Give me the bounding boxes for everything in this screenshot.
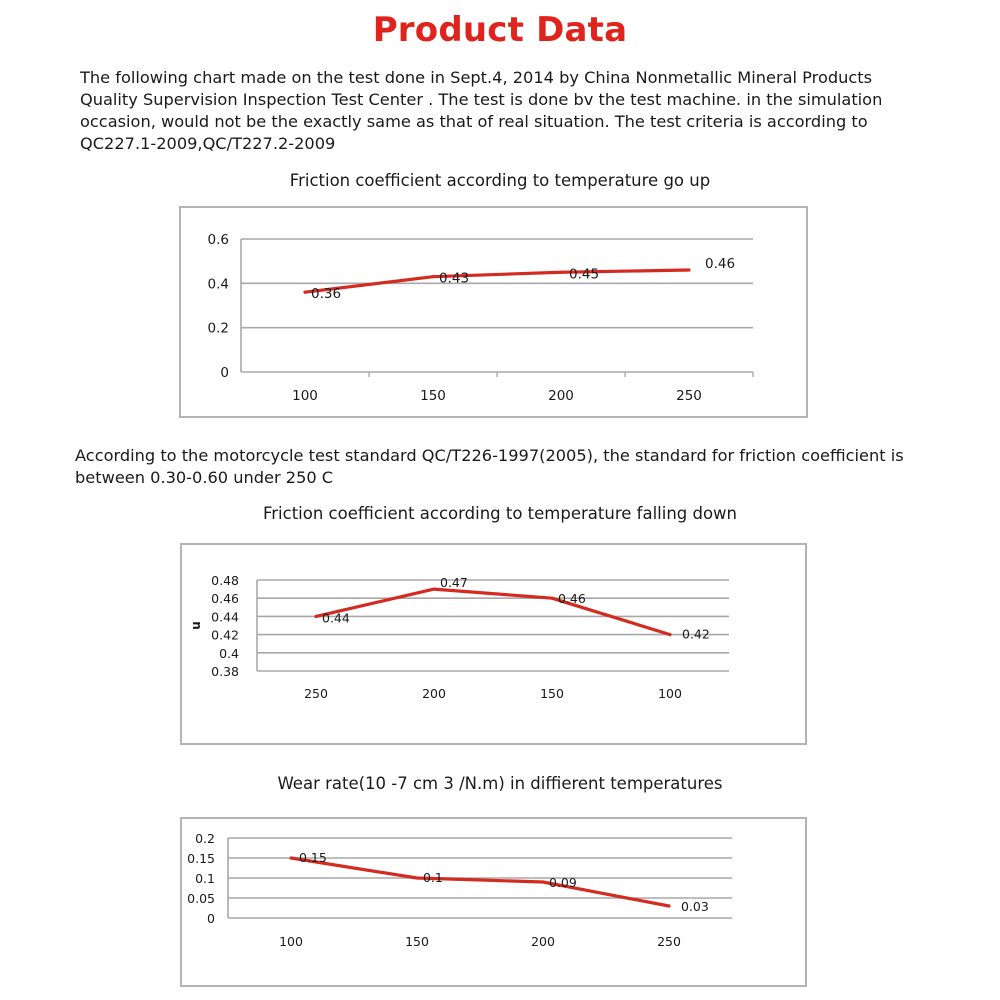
chart-2-y-tick-label: 0.44	[211, 609, 239, 625]
chart-2-y-tick-label: 0.42	[211, 627, 239, 643]
chart-1-data-point	[304, 291, 307, 294]
chart-2-y-tick-label: 0.38	[211, 664, 239, 679]
chart-3-data-point	[668, 905, 671, 908]
chart-1-x-tick-label: 250	[676, 388, 702, 404]
chart-3-y-tick-label: 0	[207, 911, 215, 926]
chart-1-plot	[181, 208, 806, 416]
chart-3-data-label: 0.1	[423, 870, 443, 885]
chart-1-data-point	[432, 275, 435, 278]
chart-3-x-tick-label: 150	[405, 934, 429, 949]
chart-1-data-label: 0.46	[705, 256, 736, 273]
chart-2-x-tick-label: 250	[304, 686, 328, 701]
chart-1-series-line	[305, 270, 689, 292]
chart-2-title: Friction coefficient according to temperature falling down	[262, 504, 738, 523]
chart-2-series-line	[316, 589, 670, 635]
chart-3-data-point	[290, 857, 293, 860]
chart-1-data-point	[688, 269, 691, 272]
chart-3-x-tick-label: 100	[279, 934, 303, 949]
chart-2-x-tick-label: 200	[422, 686, 446, 701]
chart-3-x-tick-label: 250	[657, 934, 681, 949]
chart-2-data-label: 0.46	[558, 591, 586, 607]
chart-2-data-point	[433, 588, 436, 591]
chart-2-y-tick-label: 0.46	[211, 591, 239, 607]
chart-3-x-tick-label: 200	[531, 934, 555, 949]
chart-2-x-tick-label: 100	[658, 686, 682, 701]
chart-2-plot	[182, 545, 805, 743]
chart-1-x-tick-label: 200	[548, 388, 574, 404]
chart-2-data-point	[669, 633, 672, 636]
chart-2-data-label: 0.42	[682, 626, 710, 642]
chart-1-y-tick-label: 0	[220, 365, 229, 381]
chart-3-data-point	[416, 877, 419, 880]
chart-2-data-point	[315, 615, 318, 618]
chart-2-y-tick-label: 0.48	[211, 573, 239, 588]
chart-3-data-point	[542, 881, 545, 884]
chart-1-y-tick-label: 0.2	[207, 320, 229, 337]
chart-1-frame	[179, 206, 808, 418]
chart-1-y-tick-label: 0.4	[207, 276, 229, 293]
chart-1-data-label: 0.45	[569, 266, 600, 283]
chart-1-y-tick-label: 0.6	[207, 232, 229, 248]
chart-1-title: Friction coefficient according to temperature go up	[289, 171, 711, 190]
chart-3-data-label: 0.09	[549, 875, 577, 890]
chart-2-data-label: 0.44	[322, 610, 350, 626]
chart-2-y-axis-label: u	[189, 621, 203, 630]
chart-2-data-label: 0.47	[440, 575, 468, 591]
chart-2-data-point	[551, 597, 554, 600]
chart-3-y-tick-label: 0.15	[187, 851, 215, 866]
chart-1-data-label: 0.43	[439, 270, 470, 287]
chart-1-x-tick-label: 100	[292, 388, 318, 404]
chart-1-data-label: 0.36	[311, 286, 342, 303]
chart-2-frame	[180, 543, 807, 745]
chart-3-frame	[180, 817, 807, 987]
chart-3-data-label: 0.15	[299, 850, 327, 865]
chart-1-x-tick-label: 150	[420, 388, 446, 404]
page-title: Product Data	[372, 10, 628, 50]
standard-paragraph: According to the motorcycle test standard QC/T226-1997(2005), the standard for friction coefficient is between 0.30-0.60 under 250 C	[75, 446, 904, 487]
intro-paragraph: The following chart made on the test done in Sept.4, 2014 by China Nonmetallic Mineral Products Quality Supervision Inspection Test Center . The test is done bv the test machine. in the simulation occasion, would not be the exactly same as that of real situation. The test criteria is according to QC227.1-2009,QC/T227.2-2009	[80, 68, 883, 153]
chart-3-plot	[182, 819, 805, 985]
chart-3-data-label: 0.03	[681, 899, 709, 914]
chart-2-x-tick-label: 150	[540, 686, 564, 701]
chart-3-title: Wear rate(10 -7 cm 3 /N.m) in diffierent temperatures	[277, 774, 723, 793]
chart-3-y-tick-label: 0.2	[195, 831, 215, 846]
chart-3-y-tick-label: 0.05	[187, 891, 215, 906]
chart-2-y-tick-label: 0.4	[219, 645, 239, 661]
chart-3-y-tick-label: 0.1	[195, 871, 215, 886]
chart-1-data-point	[560, 271, 563, 274]
